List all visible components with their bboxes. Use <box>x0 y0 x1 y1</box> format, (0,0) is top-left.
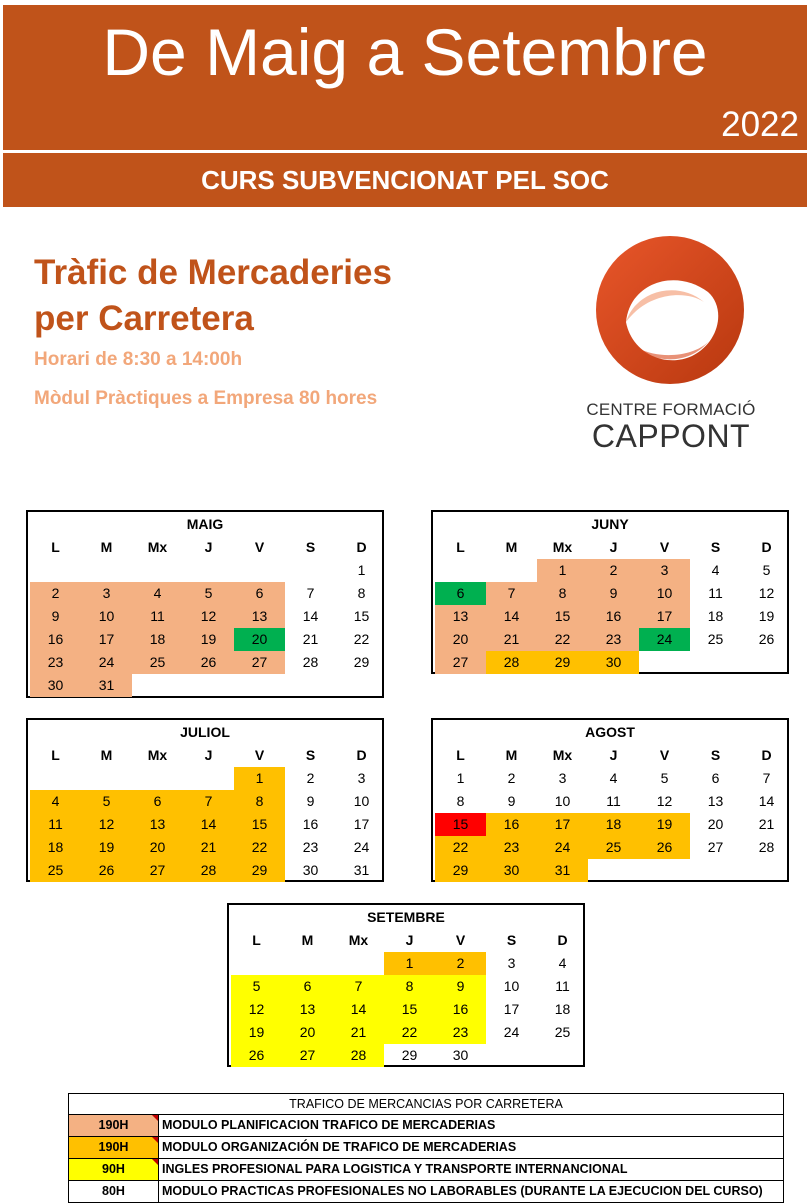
calendar-day: 27 <box>282 1044 333 1067</box>
calendar-day: 8 <box>384 975 435 998</box>
weekday-label: V <box>659 747 670 763</box>
calendar-day: 13 <box>435 605 486 628</box>
calendar-day: 30 <box>30 674 81 697</box>
calendar-day <box>690 859 741 882</box>
legend-hours <box>69 1181 159 1202</box>
calendar-day: 11 <box>132 605 183 628</box>
calendar-day: 15 <box>435 813 486 836</box>
cappont-logo <box>586 230 756 460</box>
calendar-month-title: JUNY <box>591 516 629 532</box>
calendar-day: 23 <box>30 651 81 674</box>
weekday-header-row <box>231 929 588 952</box>
calendar-grid <box>30 536 387 697</box>
calendar-week-row <box>30 559 387 582</box>
calendar-day: 24 <box>639 628 690 651</box>
calendar-day: 23 <box>486 836 537 859</box>
weekday-label: Mx <box>147 539 168 555</box>
calendar-day: 1 <box>537 559 588 582</box>
weekday-header-row <box>435 536 792 559</box>
weekday-label: Mx <box>147 747 168 763</box>
calendar-day: 26 <box>639 836 690 859</box>
calendar-week-row <box>30 790 387 813</box>
calendar-day: 9 <box>30 605 81 628</box>
logo-text-line2: CAPPONT <box>591 418 751 454</box>
calendar-day <box>435 559 486 582</box>
course-title-line2: per Carretera <box>34 299 254 338</box>
calendar-day: 12 <box>656 793 673 809</box>
legend-title: TRAFICO DE MERCANCIAS POR CARRETERA <box>69 1094 783 1115</box>
weekday-label: V <box>254 747 265 763</box>
calendar-day: 15 <box>384 998 435 1021</box>
calendar-day: 7 <box>333 975 384 998</box>
weekday-label: J <box>204 539 213 555</box>
calendar-day: 4 <box>609 770 618 786</box>
comment-flag-icon <box>152 1115 158 1121</box>
calendar-day: 23 <box>435 1021 486 1044</box>
ring-logo-icon <box>586 230 756 400</box>
calendar-day: 29 <box>234 859 285 882</box>
calendar-day: 4 <box>558 955 567 971</box>
calendar-day: 7 <box>762 770 771 786</box>
calendar-day: 28 <box>486 651 537 674</box>
calendar-day <box>81 559 132 582</box>
calendar-day: 9 <box>507 793 516 809</box>
calendar-day: 8 <box>357 585 366 601</box>
calendar-grid <box>231 929 588 1067</box>
calendar-day: 21 <box>333 1021 384 1044</box>
calendar-day: 21 <box>486 628 537 651</box>
calendar-day: 15 <box>537 605 588 628</box>
course-title-line1: Tràfic de Mercaderies <box>34 253 392 292</box>
calendar-day: 16 <box>486 813 537 836</box>
calendar-day: 18 <box>554 1001 571 1017</box>
calendar-day: 4 <box>132 582 183 605</box>
calendar-day: 27 <box>132 859 183 882</box>
legend-row <box>69 1159 783 1181</box>
calendar-day: 11 <box>555 978 570 994</box>
calendar-day: 10 <box>503 978 520 994</box>
calendar-week-row <box>435 836 792 859</box>
calendar-day: 29 <box>537 651 588 674</box>
weekday-label: Mx <box>552 747 573 763</box>
calendar-day: 2 <box>306 770 315 786</box>
weekday-header-row <box>435 744 792 767</box>
weekday-label: D <box>761 539 772 555</box>
calendar-day: 8 <box>537 582 588 605</box>
calendar-day <box>285 559 336 582</box>
calendar-day: 13 <box>234 605 285 628</box>
calendar-day: 20 <box>132 836 183 859</box>
calendar-day: 12 <box>758 585 775 601</box>
comment-flag-icon <box>152 1159 158 1165</box>
calendar-week-row <box>435 582 792 605</box>
calendar-day: 6 <box>282 975 333 998</box>
weekday-label: Mx <box>348 932 369 948</box>
calendar-month-title: AGOST <box>585 724 635 740</box>
calendar-day: 11 <box>30 813 81 836</box>
calendar-setembre <box>227 903 585 1067</box>
calendar-week-row <box>435 813 792 836</box>
legend-description: INGLES PROFESIONAL PARA LOGISTICA Y TRANSPORTE INTERNANCIONAL <box>162 1162 628 1176</box>
calendar-day <box>333 952 384 975</box>
weekday-label: Mx <box>552 539 573 555</box>
weekday-label: V <box>254 539 265 555</box>
calendar-day: 15 <box>353 608 370 624</box>
calendar-day: 30 <box>302 862 319 878</box>
calendar-day: 14 <box>486 605 537 628</box>
legend-hours <box>69 1115 159 1136</box>
calendar-week-row <box>30 813 387 836</box>
calendar-day: 5 <box>762 562 771 578</box>
calendar-day: 29 <box>401 1047 418 1063</box>
calendar-day <box>234 559 285 582</box>
weekday-label: J <box>204 747 213 763</box>
calendar-day: 20 <box>707 816 724 832</box>
calendar-juliol <box>26 718 384 882</box>
comment-flag-icon <box>152 1137 158 1143</box>
calendar-day: 21 <box>758 816 775 832</box>
calendar-day: 2 <box>30 582 81 605</box>
calendar-day: 2 <box>435 952 486 975</box>
calendar-day: 7 <box>306 585 315 601</box>
calendar-day: 11 <box>708 585 723 601</box>
legend-row <box>69 1137 783 1159</box>
calendar-day: 5 <box>183 582 234 605</box>
weekday-label: D <box>761 747 772 763</box>
calendar-day: 1 <box>234 767 285 790</box>
calendar-day: 1 <box>357 562 366 578</box>
weekday-label: S <box>506 932 517 948</box>
calendar-day: 12 <box>231 998 282 1021</box>
calendar-day: 18 <box>30 836 81 859</box>
weekday-label: L <box>456 539 465 555</box>
calendar-day: 16 <box>435 998 486 1021</box>
calendar-day: 10 <box>353 793 370 809</box>
calendar-day: 3 <box>507 955 516 971</box>
calendar-day: 5 <box>660 770 669 786</box>
calendar-day: 16 <box>588 605 639 628</box>
calendar-day: 19 <box>81 836 132 859</box>
calendar-day: 28 <box>333 1044 384 1067</box>
calendar-week-row <box>435 767 792 790</box>
calendar-day: 19 <box>183 628 234 651</box>
calendar-day <box>183 559 234 582</box>
calendar-day: 8 <box>456 793 465 809</box>
calendar-day: 6 <box>234 582 285 605</box>
internship-module: Mòdul Pràctiques a Empresa 80 hores <box>34 388 378 409</box>
weekday-label: S <box>710 747 721 763</box>
calendar-day: 10 <box>554 793 571 809</box>
calendar-day: 16 <box>30 628 81 651</box>
weekday-label: S <box>710 539 721 555</box>
calendar-month-title: MAIG <box>186 516 224 532</box>
weekday-label: D <box>557 932 568 948</box>
calendar-week-row <box>30 628 387 651</box>
calendar-day: 20 <box>234 628 285 651</box>
calendar-day <box>486 1044 537 1067</box>
calendar-day <box>285 674 336 697</box>
calendar-day <box>183 767 234 790</box>
calendar-day: 19 <box>758 608 775 624</box>
legend-description: MODULO PRACTICAS PROFESIONALES NO LABORABLES (DURANTE LA EJECUCION DEL CURSO) <box>162 1184 763 1198</box>
weekday-label: M <box>100 747 113 763</box>
calendar-day: 9 <box>588 582 639 605</box>
calendar-maig <box>26 510 384 698</box>
calendar-day: 18 <box>588 813 639 836</box>
calendar-day: 7 <box>486 582 537 605</box>
calendar-day: 31 <box>81 674 132 697</box>
calendar-day: 24 <box>353 839 370 855</box>
weekday-label: J <box>405 932 414 948</box>
legend-row <box>69 1115 783 1137</box>
weekday-label: L <box>51 747 60 763</box>
weekday-label: L <box>456 747 465 763</box>
calendar-day: 20 <box>282 1021 333 1044</box>
year-label: 2022 <box>721 105 799 144</box>
legend-hours-text: 190H <box>98 1140 129 1154</box>
calendar-day: 24 <box>503 1024 520 1040</box>
calendar-day: 2 <box>588 559 639 582</box>
legend-hours <box>69 1137 159 1158</box>
calendar-day: 13 <box>282 998 333 1021</box>
calendar-day: 6 <box>132 790 183 813</box>
weekday-label: L <box>252 932 261 948</box>
legend-description: MODULO PLANIFICACION TRAFICO DE MERCADERIAS <box>162 1118 496 1132</box>
calendar-day: 29 <box>435 859 486 882</box>
calendar-day <box>537 1044 588 1067</box>
calendar-day: 26 <box>183 651 234 674</box>
logo-text-line1: CENTRE FORMACIÓ <box>586 400 756 419</box>
calendar-week-row <box>30 836 387 859</box>
calendar-day: 1 <box>384 952 435 975</box>
calendar-week-row <box>231 1021 588 1044</box>
weekday-label: M <box>301 932 314 948</box>
calendar-month-title: JULIOL <box>180 724 230 740</box>
calendar-week-row <box>30 859 387 882</box>
calendar-day <box>588 859 639 882</box>
weekday-label: D <box>356 747 367 763</box>
weekday-label: S <box>305 539 316 555</box>
calendar-day <box>336 674 387 697</box>
calendar-day <box>234 674 285 697</box>
calendar-day: 30 <box>486 859 537 882</box>
calendar-day <box>231 952 282 975</box>
calendar-day <box>282 952 333 975</box>
calendar-juny <box>431 510 789 674</box>
calendar-day: 31 <box>353 862 370 878</box>
calendar-week-row <box>30 605 387 628</box>
calendar-month-title: SETEMBRE <box>367 909 445 925</box>
calendar-day: 12 <box>183 605 234 628</box>
calendar-day: 26 <box>81 859 132 882</box>
schedule-hours: Horari de 8:30 a 14:00h <box>34 349 243 370</box>
calendar-day: 28 <box>302 654 319 670</box>
calendar-day: 18 <box>707 608 724 624</box>
calendar-day: 8 <box>234 790 285 813</box>
weekday-label: D <box>356 539 367 555</box>
calendar-day: 2 <box>507 770 516 786</box>
weekday-header-row <box>30 536 387 559</box>
calendar-day: 9 <box>435 975 486 998</box>
calendar-day: 25 <box>132 651 183 674</box>
calendar-day <box>741 859 792 882</box>
calendar-grid <box>30 744 387 882</box>
calendar-day: 15 <box>234 813 285 836</box>
calendar-day: 4 <box>711 562 720 578</box>
calendar-day: 3 <box>357 770 366 786</box>
weekday-label: M <box>505 539 518 555</box>
calendar-day <box>132 559 183 582</box>
calendar-week-row <box>435 859 792 882</box>
calendar-day: 28 <box>183 859 234 882</box>
calendar-day: 13 <box>132 813 183 836</box>
calendar-day: 22 <box>435 836 486 859</box>
weekday-header-row <box>30 744 387 767</box>
page-title: De Maig a Setembre <box>102 15 708 89</box>
calendar-day: 25 <box>707 631 724 647</box>
calendar-day: 22 <box>353 631 370 647</box>
calendar-day: 22 <box>384 1021 435 1044</box>
calendar-day: 27 <box>234 651 285 674</box>
calendar-week-row <box>435 651 792 674</box>
calendar-day <box>486 559 537 582</box>
calendar-day: 17 <box>639 605 690 628</box>
calendar-day: 28 <box>758 839 775 855</box>
calendar-day: 17 <box>537 813 588 836</box>
calendar-day: 1 <box>456 770 465 786</box>
calendar-day: 23 <box>588 628 639 651</box>
calendar-day: 14 <box>333 998 384 1021</box>
calendar-day <box>30 559 81 582</box>
calendar-day: 9 <box>306 793 315 809</box>
calendar-day <box>639 859 690 882</box>
calendar-day: 6 <box>711 770 720 786</box>
calendar-week-row <box>231 1044 588 1067</box>
legend-description: MODULO ORGANIZACIÓN DE TRAFICO DE MERCADERIAS <box>162 1140 517 1154</box>
calendar-day: 14 <box>302 608 319 624</box>
legend-row <box>69 1181 783 1202</box>
calendar-week-row <box>231 952 588 975</box>
weekday-label: J <box>609 747 618 763</box>
calendar-day: 21 <box>302 631 319 647</box>
calendar-day: 19 <box>231 1021 282 1044</box>
calendar-day: 21 <box>183 836 234 859</box>
calendar-week-row <box>435 628 792 651</box>
weekday-label: L <box>51 539 60 555</box>
calendar-day: 22 <box>234 836 285 859</box>
calendar-day: 14 <box>758 793 775 809</box>
calendar-day: 23 <box>302 839 319 855</box>
calendar-day: 10 <box>81 605 132 628</box>
calendar-day: 10 <box>639 582 690 605</box>
weekday-label: V <box>455 932 466 948</box>
weekday-label: M <box>505 747 518 763</box>
legend-hours-text: 80H <box>102 1184 125 1198</box>
calendar-day: 20 <box>435 628 486 651</box>
calendar-day <box>639 651 690 674</box>
calendar-day: 13 <box>707 793 724 809</box>
calendar-day: 27 <box>707 839 724 855</box>
calendar-day: 11 <box>606 793 621 809</box>
calendar-day: 3 <box>639 559 690 582</box>
legend-hours <box>69 1159 159 1180</box>
calendar-day <box>132 674 183 697</box>
calendar-day: 16 <box>302 816 319 832</box>
calendar-day: 4 <box>30 790 81 813</box>
calendar-week-row <box>435 605 792 628</box>
calendar-day <box>690 651 741 674</box>
calendar-day: 22 <box>537 628 588 651</box>
calendar-day: 6 <box>435 582 486 605</box>
calendar-day: 14 <box>183 813 234 836</box>
calendar-day: 12 <box>81 813 132 836</box>
calendar-day: 30 <box>452 1047 469 1063</box>
calendar-day: 25 <box>588 836 639 859</box>
calendar-day: 29 <box>353 654 370 670</box>
calendar-day: 31 <box>537 859 588 882</box>
header-banner <box>3 5 807 150</box>
calendar-week-row <box>435 790 792 813</box>
calendar-day: 19 <box>639 813 690 836</box>
weekday-label: V <box>659 539 670 555</box>
calendar-week-row <box>435 559 792 582</box>
calendar-day <box>132 767 183 790</box>
calendar-day: 25 <box>554 1024 571 1040</box>
calendar-week-row <box>231 998 588 1021</box>
calendar-day: 17 <box>353 816 370 832</box>
calendar-week-row <box>231 975 588 998</box>
calendar-week-row <box>30 767 387 790</box>
calendar-day: 26 <box>231 1044 282 1067</box>
calendar-day: 3 <box>558 770 567 786</box>
calendar-day: 24 <box>537 836 588 859</box>
calendar-day: 17 <box>81 628 132 651</box>
calendar-grid <box>435 744 792 882</box>
course-title <box>34 250 392 342</box>
calendar-day: 5 <box>81 790 132 813</box>
calendar-day: 30 <box>588 651 639 674</box>
calendar-day: 5 <box>231 975 282 998</box>
calendar-grid <box>435 536 792 674</box>
calendar-day: 17 <box>503 1001 520 1017</box>
calendar-agost <box>431 718 789 882</box>
calendar-day: 25 <box>30 859 81 882</box>
calendar-week-row <box>30 674 387 697</box>
calendar-day: 27 <box>435 651 486 674</box>
legend-hours-text: 90H <box>102 1162 125 1176</box>
calendar-week-row <box>30 651 387 674</box>
module-legend <box>68 1093 784 1203</box>
subsidy-banner: CURS SUBVENCIONAT PEL SOC <box>3 153 807 207</box>
legend-hours-text: 190H <box>98 1118 129 1132</box>
calendar-day: 3 <box>81 582 132 605</box>
calendar-day <box>30 767 81 790</box>
calendar-day: 26 <box>758 631 775 647</box>
weekday-label: M <box>100 539 113 555</box>
weekday-label: J <box>609 539 618 555</box>
weekday-label: S <box>305 747 316 763</box>
calendar-day <box>741 651 792 674</box>
calendar-day: 18 <box>132 628 183 651</box>
calendar-week-row <box>30 582 387 605</box>
calendar-day: 7 <box>183 790 234 813</box>
calendar-day <box>81 767 132 790</box>
calendar-day <box>183 674 234 697</box>
calendar-day: 24 <box>81 651 132 674</box>
